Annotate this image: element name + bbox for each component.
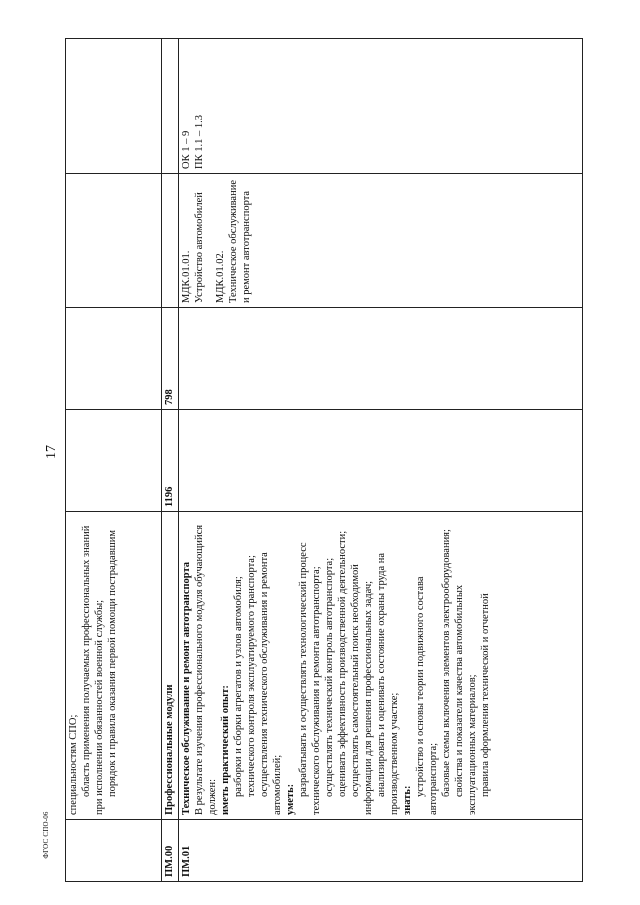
skill-item: оценивать эффективность производственной деятельности; <box>337 530 348 797</box>
competence-professional: ПК 1.1 – 1.3 <box>194 115 205 169</box>
content-line-2: порядок и правила оказания первой помощи пострадавшим <box>107 529 118 797</box>
code-cell-empty <box>66 820 162 882</box>
module-code: ПМ.01 <box>179 820 583 882</box>
table-row-continuation <box>66 39 162 882</box>
competence-cell-empty <box>162 39 179 174</box>
skill-item: осуществлять технический контроль автотранспорта; <box>324 557 335 797</box>
knowledge-heading: знать: <box>402 785 413 815</box>
module-title: Профессиональные модули <box>162 512 179 820</box>
intro-text: В результате изучения профессионального модуля обучающийся должен: <box>194 524 218 815</box>
module-code: ПМ.00 <box>162 820 179 882</box>
skill-item: разрабатывать и осуществлять технологический процесс технического обслуживания и ремонта автотранспорта; <box>298 542 322 815</box>
curriculum-table <box>65 38 583 882</box>
competence-cell <box>179 39 583 174</box>
content-cell-continuation <box>66 512 162 820</box>
mdk-name: Устройство автомобилей <box>194 192 205 303</box>
hours-mandatory: 798 <box>162 308 179 410</box>
module-content-cell <box>179 512 583 820</box>
hours-mandatory-cell-empty <box>66 308 162 410</box>
module-title: Техническое обслуживание и ремонт автотранспорта <box>181 561 192 815</box>
mdk-cell-empty <box>162 174 179 308</box>
mdk-code: МДК.01.02. <box>215 250 226 303</box>
hours-max-cell-empty <box>179 410 583 512</box>
page-number: 17 <box>44 445 59 459</box>
practice-item: разборки и сборки агрегатов и узлов автомобиля; <box>233 576 244 797</box>
content-line-0: специальностям СПО; <box>68 714 79 815</box>
mdk-spacer <box>206 178 214 303</box>
knowledge-item: свойства и показатели качества автомобильных эксплуатационных материалов; <box>454 584 478 815</box>
knowledge-item: базовые схемы включения элементов электрооборудования; <box>441 529 452 797</box>
knowledge-item: правила оформления технической и отчетной <box>480 593 491 797</box>
hours-max: 1196 <box>162 410 179 512</box>
competence-general: ОК 1 – 9 <box>181 130 192 169</box>
mdk-code: МДК.01.01. <box>181 250 192 303</box>
table-row-pm01 <box>179 39 583 882</box>
practice-item: осуществления технического обслуживания и ремонта автомобилей; <box>259 552 283 815</box>
skill-item: анализировать и оценивать состояние охраны труда на производственном участке; <box>376 552 400 815</box>
rotated-table-canvas <box>65 39 583 882</box>
hours-mandatory-cell-empty <box>179 308 583 410</box>
mdk-cell <box>179 174 583 308</box>
rotated-table-wrapper <box>65 39 583 882</box>
table-row-pm00 <box>162 39 179 882</box>
footer-document-code: ФГОС СПО-06 <box>42 811 50 859</box>
practice-heading: иметь практический опыт: <box>220 685 231 815</box>
knowledge-item: устройство и основы теории подвижного состава автотранспорта; <box>415 576 439 815</box>
skill-item: осуществлять самостоятельный поиск необходимой информации для решения профессиональных задач; <box>350 564 374 815</box>
mdk-name: Техническое обслуживание и ремонт автотранспорта <box>228 180 252 303</box>
competence-cell-empty <box>66 39 162 174</box>
hours-max-cell-empty <box>66 410 162 512</box>
practice-item: технического контроля эксплуатируемого транспорта; <box>246 555 257 797</box>
content-line-1: область применения получаемых профессиональных знаний при исполнении обязанностей военной службы; <box>81 525 105 815</box>
mdk-cell-empty <box>66 174 162 308</box>
skills-heading: уметь: <box>285 783 296 815</box>
